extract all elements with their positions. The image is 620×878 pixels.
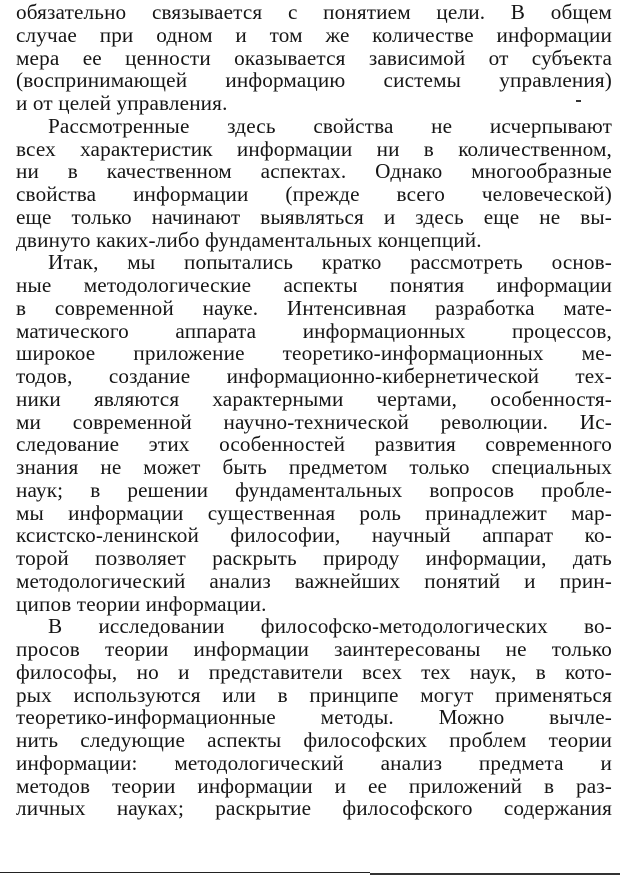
text-line: ные методологические аспекты понятия информации	[16, 273, 612, 297]
text-line: обязательно связывается с понятием цели. В общем	[16, 0, 612, 24]
text-line: нить следующие аспекты философских проблем теории	[16, 728, 612, 752]
text-line: теоретико-информационные методы. Можно вычле-	[16, 705, 612, 730]
paragraph-2	[16, 115, 612, 252]
paragraph-1	[16, 1, 612, 115]
book-page-text	[16, 1, 612, 820]
text-line: информации: методологический анализ предмета и	[16, 750, 612, 775]
text-line: свойства информации (прежде всего человеческой)	[16, 182, 612, 206]
text-line: ники являются характерными чертами, особенностя-	[16, 386, 612, 411]
text-line: случае при одном и том же количестве информации	[16, 22, 612, 47]
text-line: философы, но и представители всех тех наук, в кото-	[16, 659, 612, 684]
text-line: мера ее ценности оказывается зависимой от субъекта	[16, 45, 612, 70]
text-line: просов теории информации заинтересованы не только	[16, 637, 612, 661]
text-line: двинуто каких-либо фундаментальных концепций.	[16, 227, 482, 252]
text-line: знания не может быть предметом только специальных	[16, 455, 612, 479]
text-line: рых используются или в принципе могут применяться	[16, 682, 612, 707]
text-line: ни в качественном аспектах. Однако многообразные	[16, 159, 612, 184]
text-line: следование этих особенностей развития современного	[16, 432, 612, 457]
paragraph-4	[16, 615, 612, 820]
text-line: и от целей управления.	[16, 91, 228, 115]
text-line: Рассмотренные здесь свойства не исчерпывают	[48, 113, 612, 138]
text-line: методологический анализ важнейших понятий и прин-	[16, 568, 612, 593]
page-bottom-rule	[0, 872, 370, 873]
text-line: еще только начинают выявляться и здесь еще не вы-	[16, 204, 612, 229]
text-line: наук; в решении фундаментальных вопросов пробле-	[16, 477, 612, 502]
page-bottom-rule-thick	[370, 873, 620, 875]
text-line: личных науках; раскрытие философского содержания	[16, 796, 612, 821]
text-line: мы информации существенная роль принадлежит мар-	[16, 500, 612, 525]
text-line: Итак, мы попытались кратко рассмотреть основ-	[48, 250, 612, 275]
paragraph-3	[16, 251, 612, 615]
text-line: широкое приложение теоретико-информационных ме-	[16, 341, 612, 366]
text-line: в современной науке. Интенсивная разработка мате-	[16, 295, 612, 320]
text-line: ксистско-ленинской философии, научный аппарат ко-	[16, 523, 612, 548]
text-line: методов теории информации и ее приложений в раз-	[16, 773, 612, 798]
text-line: тодов, создание информационно-кибернетической тех-	[16, 364, 612, 388]
text-line: ми современной научно-технической революции. Ис-	[16, 409, 612, 434]
text-line: В исследовании философско-методологических во-	[48, 614, 612, 639]
text-line: матического аппарата информационных процессов,	[16, 318, 612, 343]
text-line: торой позволяет раскрыть природу информации, дать	[16, 546, 612, 570]
scan-speck	[576, 100, 581, 102]
text-line: ципов теории информации.	[16, 591, 267, 616]
text-line: всех характеристик информации ни в количественном,	[16, 136, 612, 161]
text-line: (воспринимающей информацию системы управления)	[16, 68, 612, 93]
